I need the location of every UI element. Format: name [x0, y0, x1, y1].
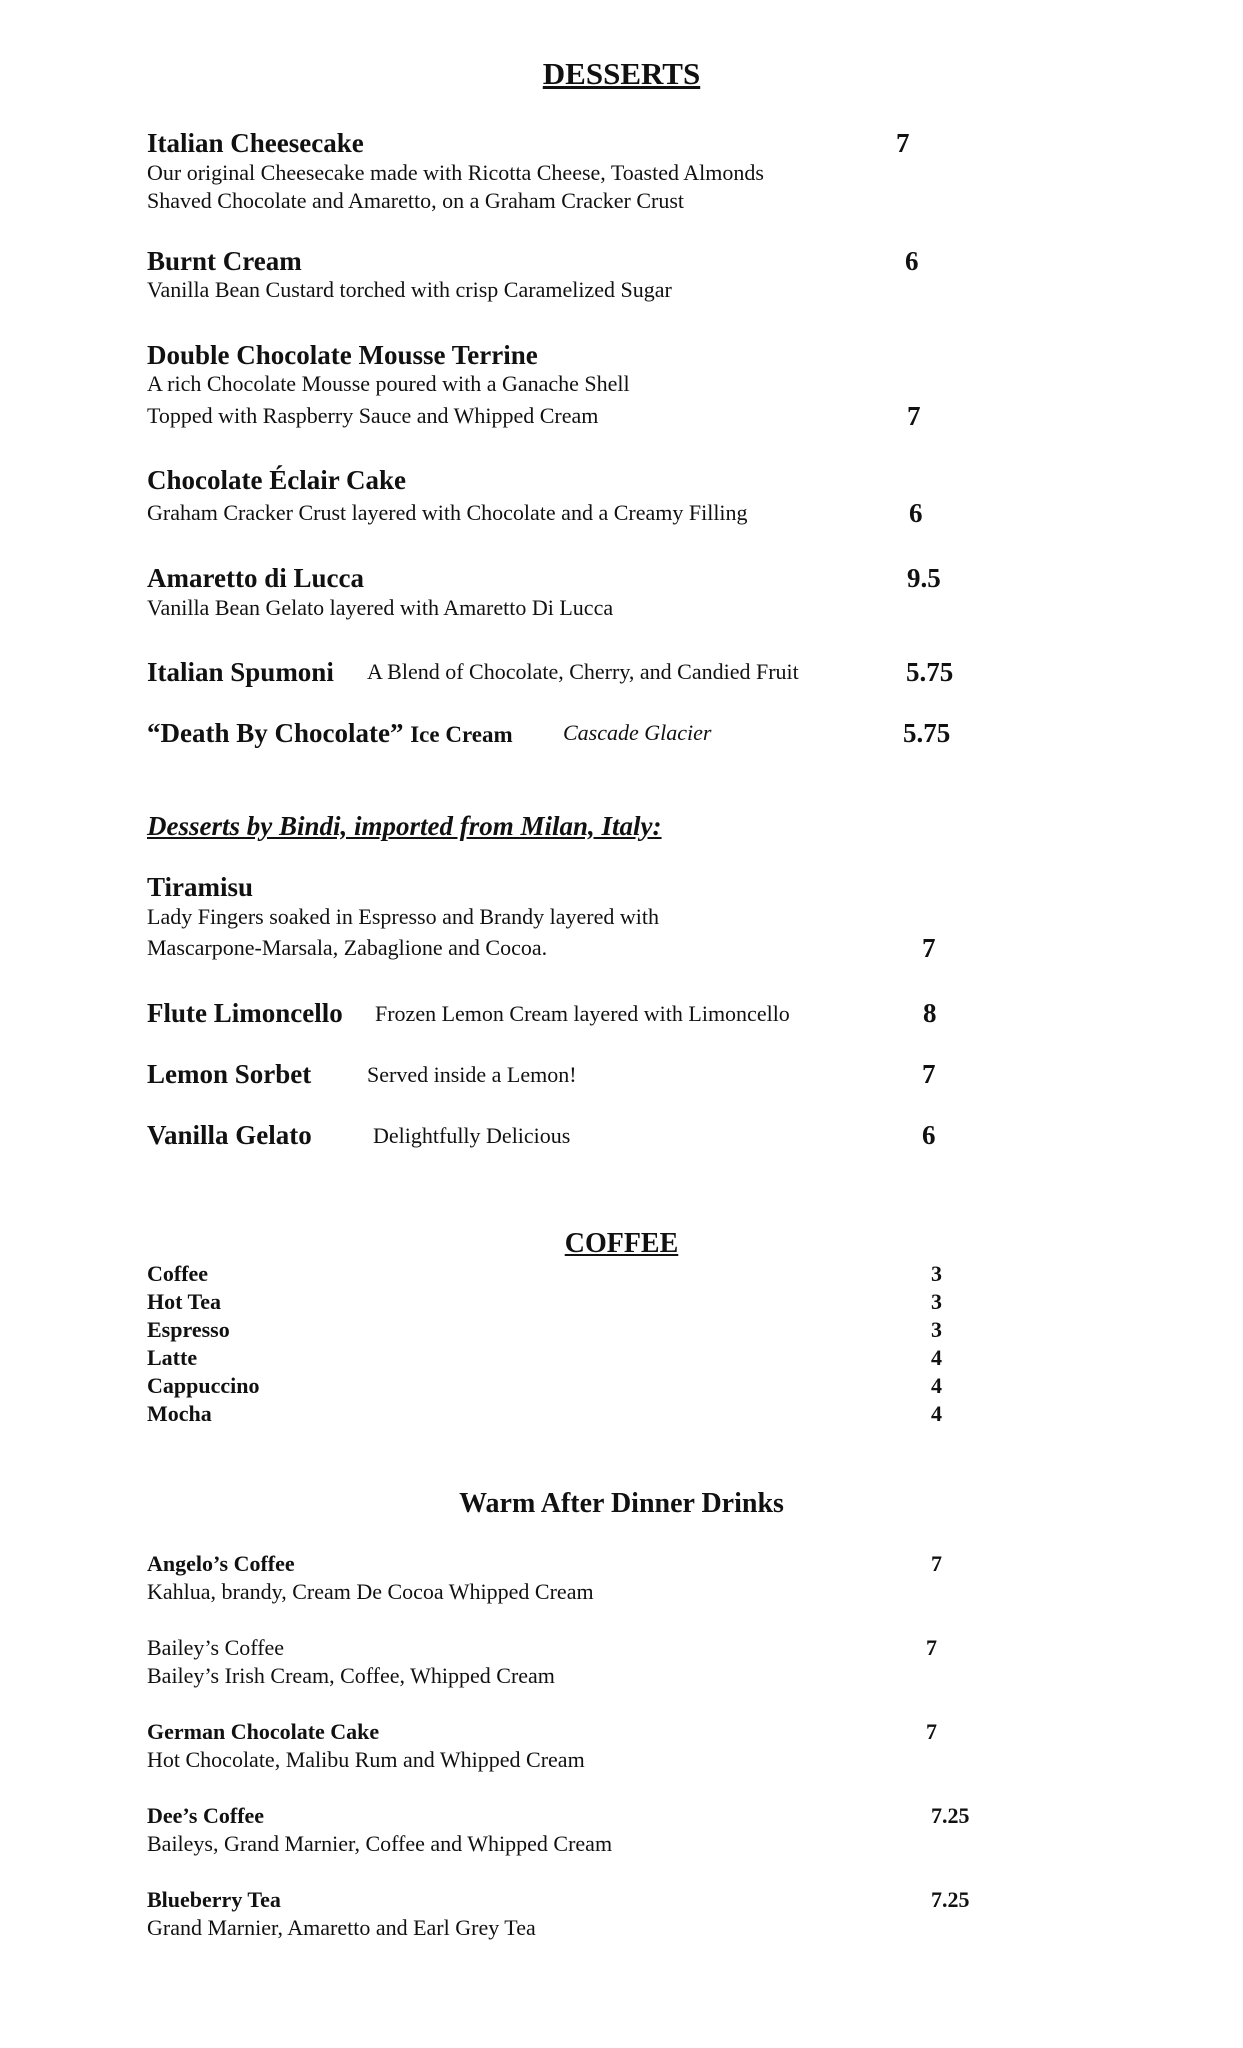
item-description: Vanilla Bean Gelato layered with Amaretto Di Lucca — [147, 595, 614, 620]
item-name: Italian Spumoni — [147, 657, 334, 687]
drink-description: Hot Chocolate, Malibu Rum and Whipped Cream — [147, 1747, 585, 1772]
item-price: 7 — [922, 1059, 936, 1089]
item-name: Tiramisu — [147, 872, 254, 902]
item-description: Shaved Chocolate and Amaretto, on a Graham Cracker Crust — [147, 188, 685, 213]
item-name: Vanilla Gelato — [147, 1120, 312, 1150]
drink-price: 7 — [931, 1551, 942, 1576]
drink-price: 7 — [926, 1635, 937, 1660]
drink-price: 7 — [926, 1719, 937, 1744]
item-price: 5.75 — [906, 657, 954, 687]
coffee-item-price: 4 — [931, 1401, 942, 1426]
item-name: Italian Cheesecake — [147, 128, 364, 158]
drink-name: Angelo’s Coffee — [147, 1551, 295, 1576]
item-price: 7 — [922, 933, 936, 963]
drink-description: Kahlua, brandy, Cream De Cocoa Whipped Cream — [147, 1579, 594, 1604]
coffee-item-name: Mocha — [147, 1401, 212, 1426]
drink-name: Bailey’s Coffee — [147, 1635, 285, 1660]
bindi-subheading: Desserts by Bindi, imported from Milan, Italy: — [147, 811, 662, 841]
item-description: Cascade Glacier — [563, 720, 712, 745]
item-price: 6 — [909, 498, 923, 528]
drink-price: 7.25 — [931, 1803, 970, 1828]
coffee-item-name: Latte — [147, 1345, 198, 1370]
coffee-title: COFFEE — [564, 1228, 679, 1259]
item-description: A rich Chocolate Mousse poured with a Ganache Shell — [147, 371, 630, 396]
item-name — [147, 720, 513, 747]
item-price: 5.75 — [903, 718, 951, 748]
coffee-item-price: 4 — [931, 1345, 942, 1370]
coffee-item-name: Espresso — [147, 1317, 230, 1342]
item-name-suffix: Ice Cream — [410, 722, 513, 747]
drink-description: Bailey’s Irish Cream, Coffee, Whipped Cream — [147, 1663, 555, 1688]
item-description: Vanilla Bean Custard torched with crisp Caramelized Sugar — [147, 277, 672, 302]
item-price: 6 — [905, 246, 919, 276]
item-name: Chocolate Éclair Cake — [147, 465, 406, 495]
item-name: Lemon Sorbet — [147, 1059, 312, 1089]
drink-name: German Chocolate Cake — [147, 1719, 380, 1744]
drink-price: 7.25 — [931, 1887, 970, 1912]
coffee-item-price: 4 — [931, 1373, 942, 1398]
drink-description: Baileys, Grand Marnier, Coffee and Whipped Cream — [147, 1831, 613, 1856]
coffee-item-price: 3 — [931, 1289, 942, 1314]
desserts-title: DESSERTS — [542, 56, 701, 91]
coffee-item-name: Hot Tea — [147, 1289, 221, 1314]
item-price: 7 — [907, 401, 921, 431]
drink-name: Dee’s Coffee — [147, 1803, 265, 1828]
item-description: Delightfully Delicious — [373, 1123, 571, 1148]
coffee-item-price: 3 — [931, 1317, 942, 1342]
item-description: Graham Cracker Crust layered with Chocolate and a Creamy Filling — [147, 500, 748, 525]
item-name: Flute Limoncello — [147, 998, 343, 1028]
item-price: 9.5 — [907, 563, 941, 593]
item-description: Served inside a Lemon! — [367, 1062, 577, 1087]
item-name: Amaretto di Lucca — [147, 563, 364, 593]
coffee-item-name: Cappuccino — [147, 1373, 260, 1398]
item-name: Burnt Cream — [147, 246, 302, 276]
item-description: Topped with Raspberry Sauce and Whipped Cream — [147, 403, 599, 428]
coffee-item-name: Coffee — [147, 1261, 209, 1286]
item-price: 6 — [922, 1120, 936, 1150]
item-description: Mascarpone-Marsala, Zabaglione and Cocoa. — [147, 935, 548, 960]
item-price: 7 — [896, 128, 910, 158]
item-description: Our original Cheesecake made with Ricotta Cheese, Toasted Almonds — [147, 160, 764, 185]
drink-name: Blueberry Tea — [147, 1887, 281, 1912]
coffee-item-price: 3 — [931, 1261, 942, 1286]
item-price: 8 — [923, 998, 937, 1028]
drink-description: Grand Marnier, Amaretto and Earl Grey Tea — [147, 1915, 536, 1940]
item-description: A Blend of Chocolate, Cherry, and Candied Fruit — [367, 659, 799, 684]
item-description: Frozen Lemon Cream layered with Limoncello — [375, 1001, 790, 1026]
item-name-main: “Death By Chocolate” — [147, 718, 404, 748]
item-description: Lady Fingers soaked in Espresso and Brandy layered with — [147, 904, 659, 929]
item-name: Double Chocolate Mousse Terrine — [147, 340, 538, 370]
warm-drinks-title: Warm After Dinner Drinks — [459, 1488, 784, 1519]
